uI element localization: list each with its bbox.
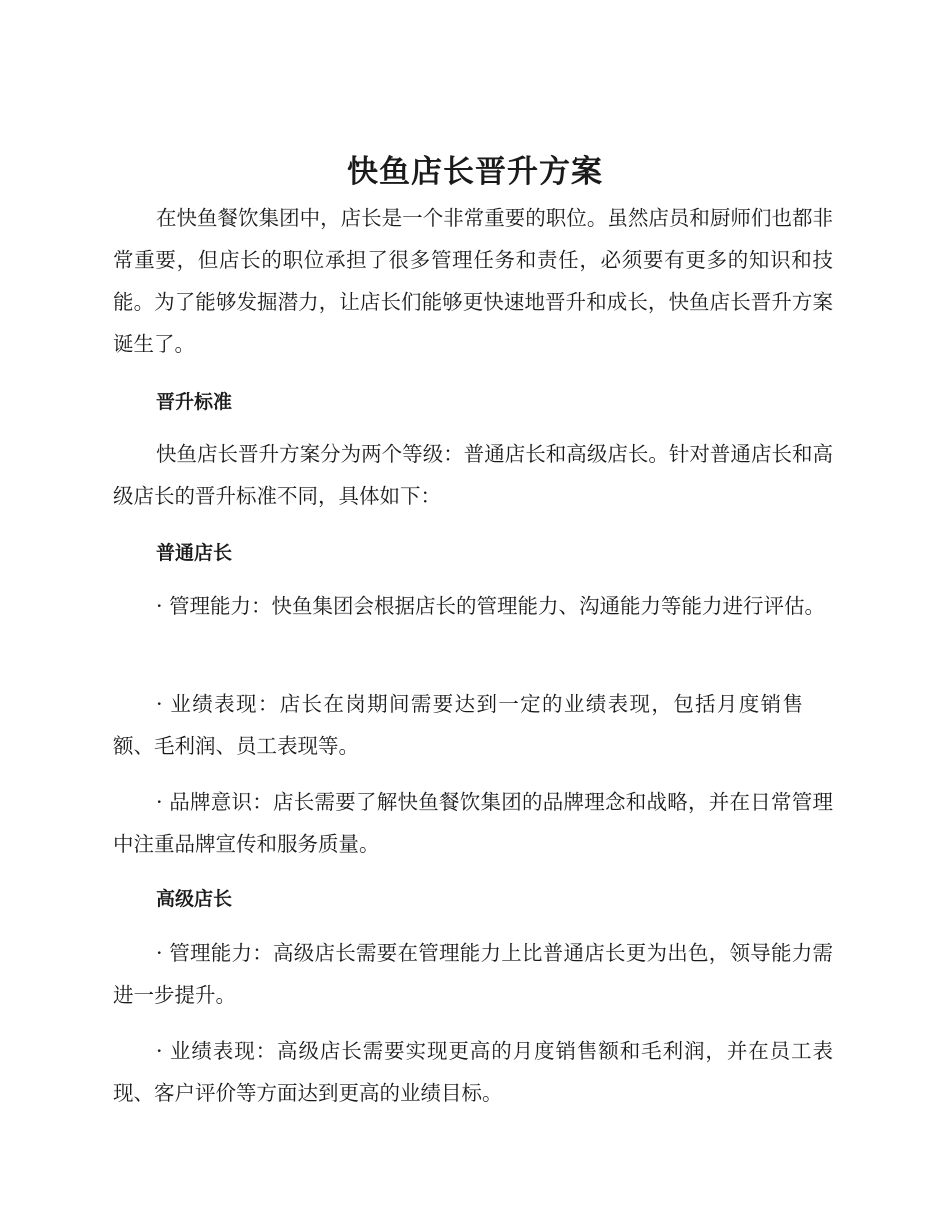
section-heading-senior-manager: 高级店长 <box>156 888 233 910</box>
list-item-regular-performance: · 业绩表现：店长在岗期间需要达到一定的业绩表现，包括月度销售额、毛利润、员工表现等。 <box>113 692 803 758</box>
section-heading-standards: 晋升标准 <box>156 391 233 413</box>
list-item-senior-performance: · 业绩表现：高级店长需要实现更高的月度销售额和毛利润，并在员工表现、客户评价等方面达到更高的业绩目标。 <box>113 1039 833 1105</box>
list-item-regular-brand: · 品牌意识：店长需要了解快鱼餐饮集团的品牌理念和战略，并在日常管理中注重品牌宣传和服务质量。 <box>113 790 833 856</box>
list-item-senior-management: · 管理能力：高级店长需要在管理能力上比普通店长更为出色，领导能力需进一步提升。 <box>113 941 833 1007</box>
document-title: 快鱼店长晋升方案 <box>347 154 603 190</box>
list-item-regular-management: · 管理能力：快鱼集团会根据店长的管理能力、沟通能力等能力进行评估。 <box>156 594 826 618</box>
standards-paragraph: 快鱼店长晋升方案分为两个等级：普通店长和高级店长。针对普通店长和高级店长的晋升标准不同，具体如下： <box>113 442 833 508</box>
intro-paragraph: 在快鱼餐饮集团中，店长是一个非常重要的职位。虽然店员和厨师们也都非常重要，但店长的职位承担了很多管理任务和责任，必须要有更多的知识和技能。为了能够发掘潜力，让店长们能够更快速地晋升和成长，快鱼店长晋升方案诞生了。 <box>113 206 833 356</box>
section-heading-regular-manager: 普通店长 <box>156 542 233 564</box>
